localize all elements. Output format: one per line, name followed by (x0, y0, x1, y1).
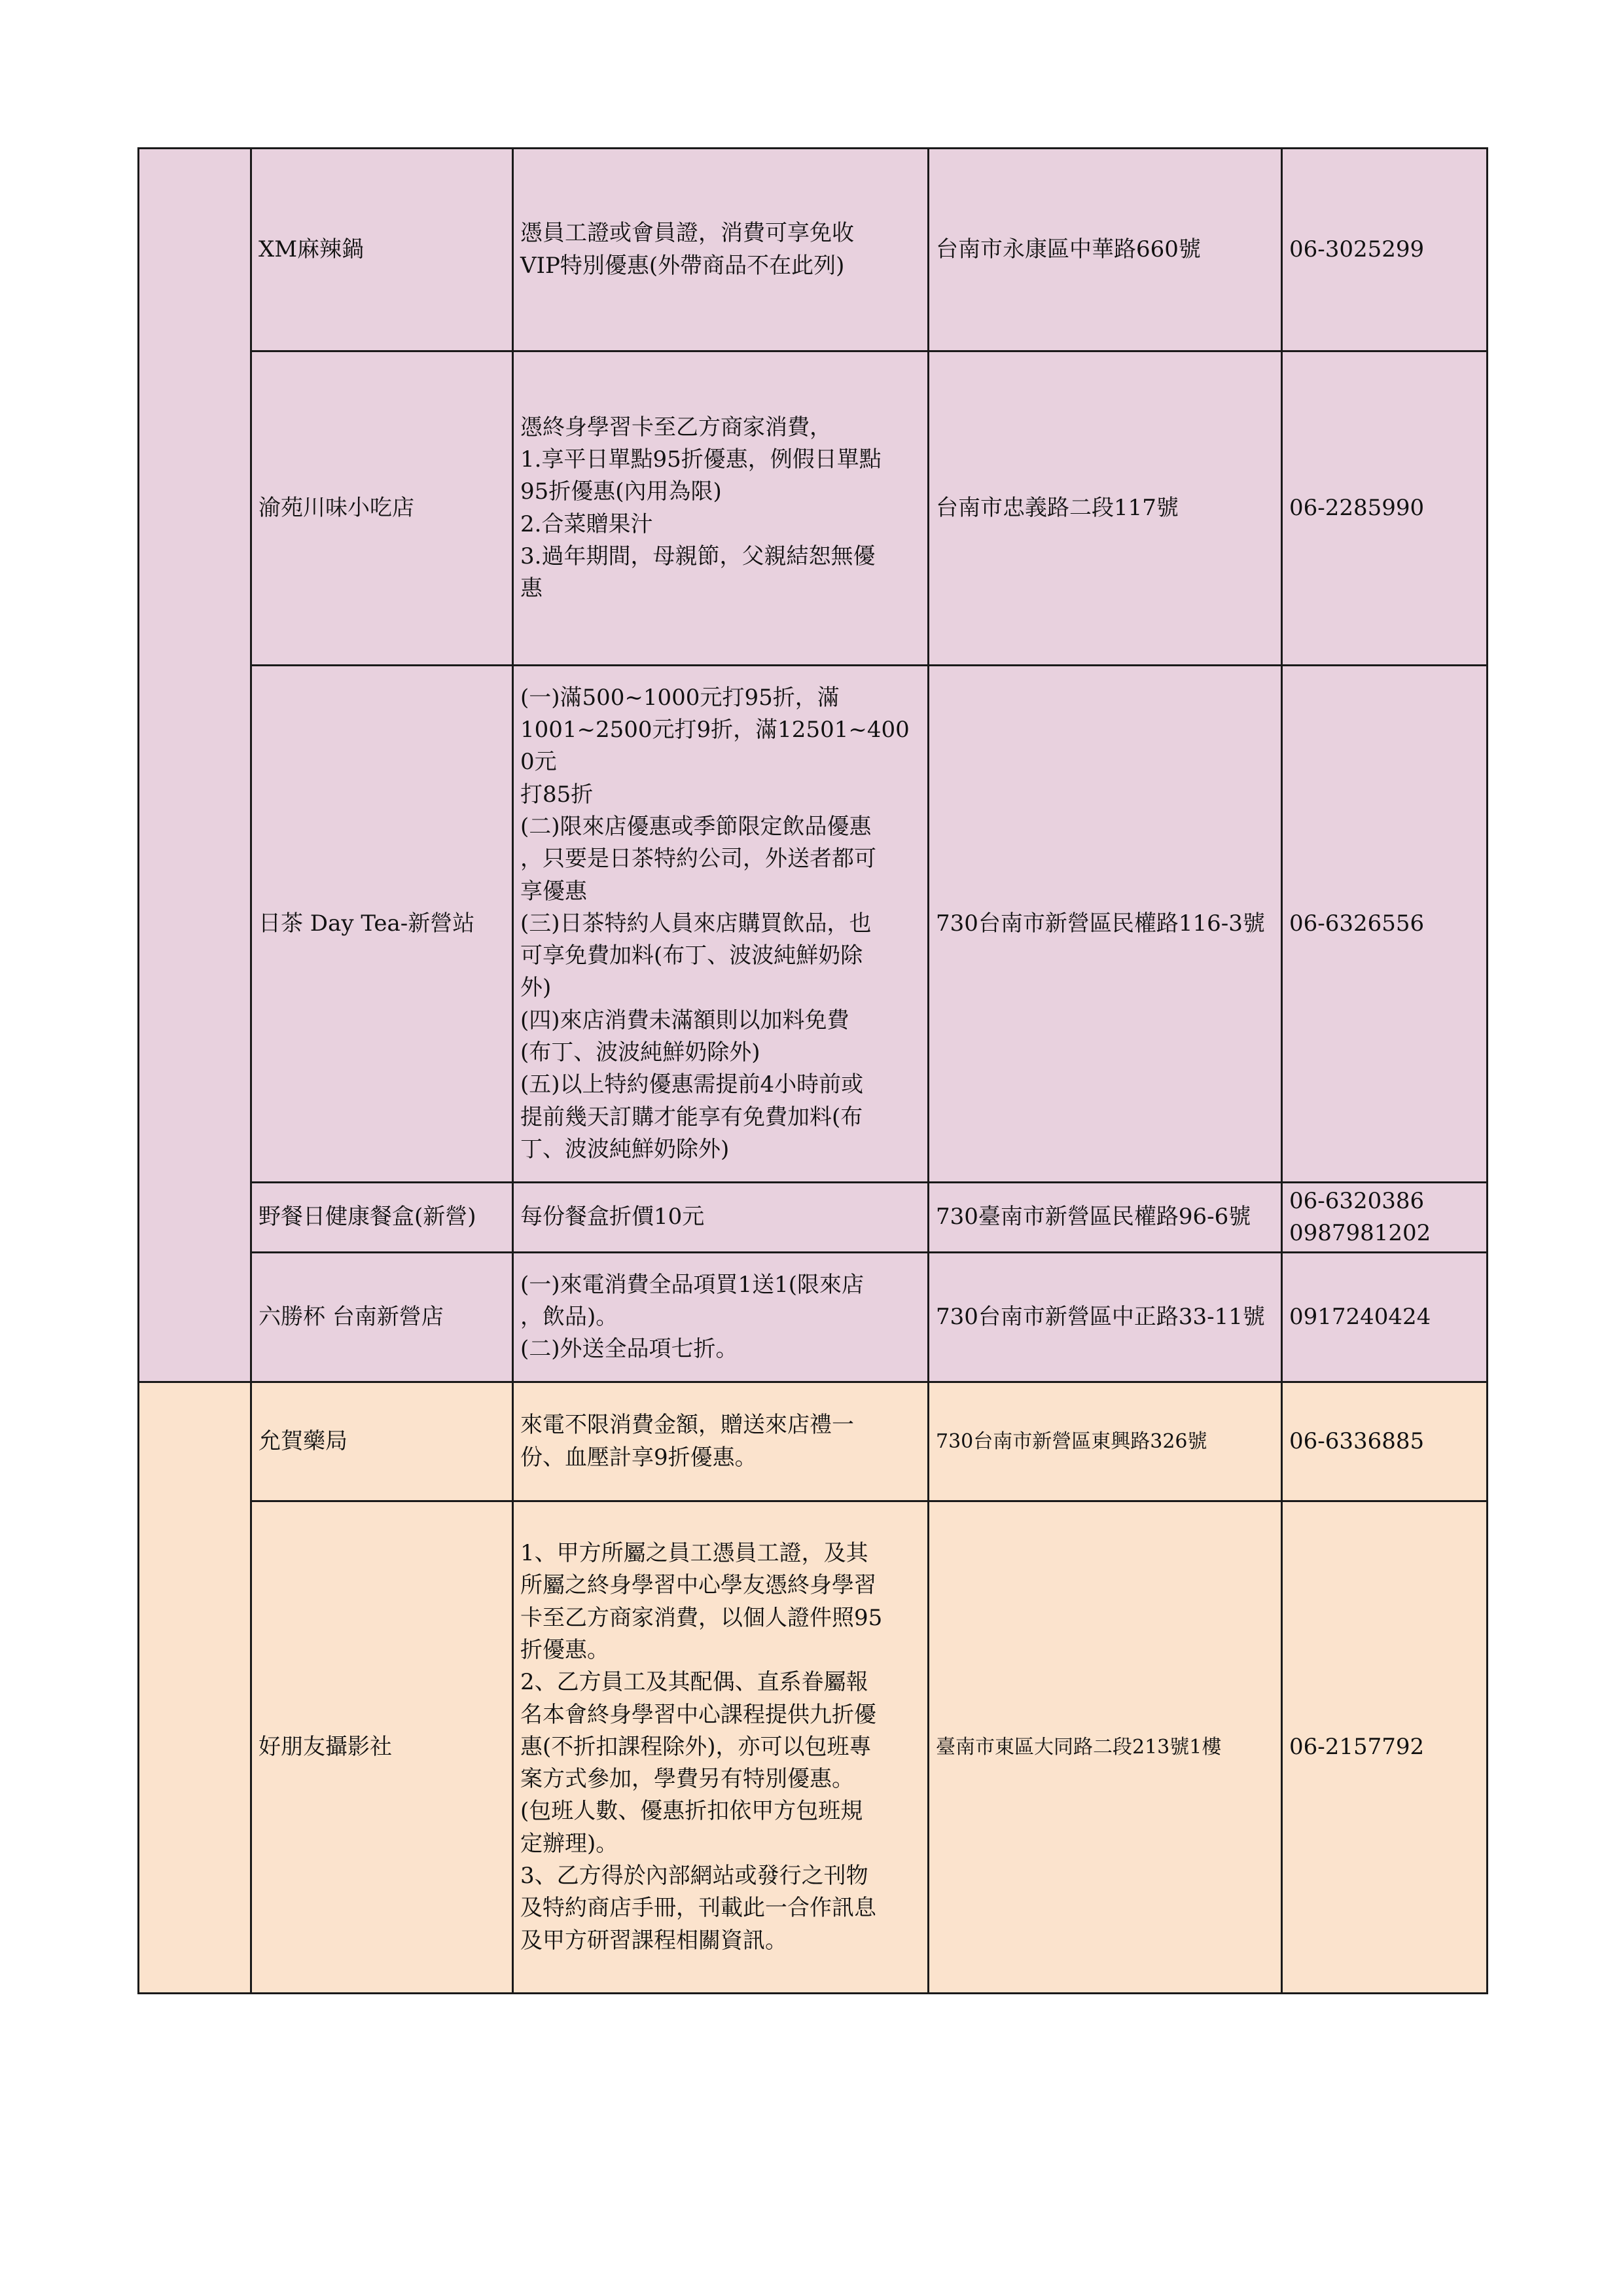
offer-line: ，只要是日茶特約公司，外送者都可 (520, 846, 876, 872)
table-row (139, 1501, 1488, 1994)
offer-line: (二)限來店優惠或季節限定飲品優惠 (520, 813, 872, 840)
offer-line: 及特約商店手冊，刊載此一合作訊息 (520, 1895, 876, 1922)
offer-line: (一)來電消費全品項買1送1(限來店 (520, 1271, 865, 1298)
merchant-address: 730台南市新營區中正路33-11號 (929, 1253, 1282, 1382)
offer-line: 1001~2500元打9折，滿12501~4000元 (520, 717, 910, 776)
offer-line: 名本會終身學習中心課程提供九折優 (520, 1701, 876, 1728)
merchant-name: 六勝杯 台南新營店 (251, 1253, 513, 1382)
offer-line: 每份餐盒折價10元 (520, 1204, 705, 1230)
offer-line: ，飲品)。 (520, 1303, 618, 1330)
merchant-phone (1282, 1253, 1488, 1382)
offer-line: 可享免費加料(布丁、波波純鮮奶除 (520, 942, 863, 969)
phone-number: 06-6336885 (1289, 1427, 1425, 1454)
offer-line: 2.合菜贈果汁 (520, 511, 653, 537)
merchant-address: 730台南市新營區民權路116-3號 (929, 666, 1282, 1183)
merchant-name: XM麻辣鍋 (251, 149, 513, 351)
table-row (139, 1183, 1488, 1253)
phone-number: 0987981202 (1289, 1220, 1431, 1246)
offer-line: (布丁、波波純鮮奶除外) (520, 1039, 760, 1066)
offer-details (513, 149, 929, 351)
phone-number: 06-6326556 (1289, 910, 1425, 937)
merchant-address: 730台南市新營區東興路326號 (929, 1382, 1282, 1501)
table-row (139, 149, 1488, 351)
offer-line: (四)來店消費未滿額則以加料免費 (520, 1007, 849, 1033)
category-cell-health (139, 1382, 251, 1994)
merchant-phone (1282, 1183, 1488, 1253)
offer-line: 來電不限消費金額，贈送來店禮一 (520, 1412, 854, 1439)
merchant-name: 允賀藥局 (251, 1382, 513, 1501)
offer-line: 及甲方研習課程相關資訊。 (520, 1927, 787, 1954)
offer-details (513, 1253, 929, 1382)
table-row (139, 1253, 1488, 1382)
merchant-address: 730臺南市新營區民權路96-6號 (929, 1183, 1282, 1253)
offer-line: 惠(不折扣課程除外)，亦可以包班專 (520, 1733, 872, 1760)
offer-details (513, 1501, 929, 1994)
merchant-address: 台南市忠義路二段117號 (929, 351, 1282, 666)
offer-line: 3.過年期間，母親節，父親結恕無優 (520, 543, 876, 569)
offer-line: 95折優惠(內用為限) (520, 478, 722, 505)
offer-line: 外) (520, 975, 552, 1001)
offer-line: 憑員工證或會員證，消費可享免收 (520, 220, 854, 247)
merchant-phone (1282, 666, 1488, 1183)
offer-details (513, 1183, 929, 1253)
offer-line: (一)滿500~1000元打95折，滿 (520, 684, 840, 711)
offer-line: (五)以上特約優惠需提前4小時前或 (520, 1071, 864, 1098)
phone-number: 06-2285990 (1289, 494, 1425, 521)
table-row (139, 351, 1488, 666)
phone-number: 06-6320386 (1289, 1187, 1425, 1214)
offer-line: 惠 (520, 575, 543, 602)
offer-details (513, 1382, 929, 1501)
offer-details (513, 351, 929, 666)
offer-line: (包班人數、優惠折扣依甲方包班規 (520, 1798, 863, 1825)
merchant-phone (1282, 351, 1488, 666)
offer-line: 定辦理)。 (520, 1830, 618, 1857)
offer-line: 卡至乙方商家消費，以個人證件照95 (520, 1604, 883, 1631)
phone-number: 06-3025299 (1289, 236, 1425, 262)
merchant-discount-table (137, 147, 1488, 1994)
merchant-name: 好朋友攝影社 (251, 1501, 513, 1994)
merchant-address: 台南市永康區中華路660號 (929, 149, 1282, 351)
merchant-address: 臺南市東區大同路二段213號1樓 (929, 1501, 1282, 1994)
offer-line: 丁、波波純鮮奶除外) (520, 1136, 730, 1162)
offer-line: 1、甲方所屬之員工憑員工證，及其 (520, 1540, 868, 1567)
offer-details (513, 666, 929, 1183)
offer-line: 憑終身學習卡至乙方商家消費， (520, 414, 832, 440)
offer-line: 份、血壓計享9折優惠。 (520, 1444, 757, 1471)
offer-line: 2、乙方員工及其配偶、直系眷屬報 (520, 1669, 868, 1696)
phone-number: 0917240424 (1289, 1303, 1431, 1330)
offer-line: 打85折 (520, 781, 594, 808)
merchant-phone (1282, 1382, 1488, 1501)
offer-line: 3、乙方得於內部網站或發行之刊物 (520, 1863, 868, 1890)
phone-number: 06-2157792 (1289, 1733, 1425, 1760)
offer-line: (三)日茶特約人員來店購買飲品，也 (520, 910, 872, 937)
table-row (139, 1382, 1488, 1501)
merchant-phone (1282, 149, 1488, 351)
merchant-name: 渝苑川味小吃店 (251, 351, 513, 666)
offer-line: 享優惠 (520, 878, 587, 905)
table-row (139, 666, 1488, 1183)
offer-line: 所屬之終身學習中心學友憑終身學習 (520, 1572, 876, 1599)
offer-line: 案方式參加，學費另有特別優惠。 (520, 1766, 854, 1793)
merchant-name: 野餐日健康餐盒(新營) (251, 1183, 513, 1253)
merchant-phone (1282, 1501, 1488, 1994)
category-cell-food (139, 149, 251, 1382)
merchant-name: 日茶 Day Tea-新營站 (251, 666, 513, 1183)
offer-line: VIP特別優惠(外帶商品不在此列) (520, 252, 845, 279)
offer-line: 折優惠。 (520, 1636, 609, 1663)
offer-line: 提前幾天訂購才能享有免費加料(布 (520, 1103, 863, 1130)
offer-line: (二)外送全品項七折。 (520, 1336, 738, 1363)
offer-line: 1.享平日單點95折優惠，例假日單點 (520, 446, 882, 473)
